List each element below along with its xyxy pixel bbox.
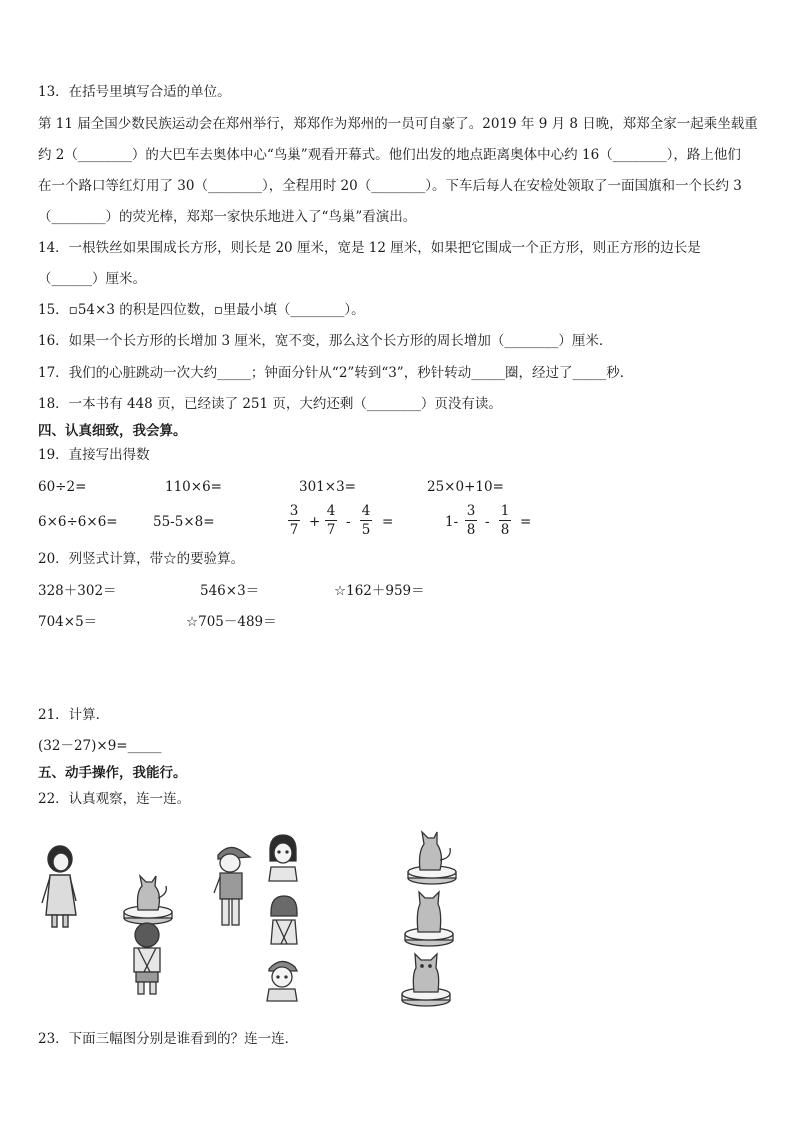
q14-line-1: 14．一根铁丝如果围成长方形，则长是 20 厘米，宽是 12 厘米，如果把它围成一个正方形，则正方形的边长是 — [38, 240, 701, 256]
q17: 17．我们的心脏跳动一次大约_____；钟面分针从“2”转到“3”，秒针转动_____圈，经过了_____秒． — [38, 365, 634, 381]
q19-expr-1: 60÷2= — [38, 479, 87, 495]
q20-title: 20．列竖式计算，带☆的要验算。 — [38, 551, 245, 567]
boy-back-figure — [126, 922, 168, 996]
q16: 16．如果一个长方形的长增加 3 厘米，宽不变，那么这个长方形的周长增加（________）厘米． — [38, 333, 613, 349]
q13-line-1: 第 11 届全国少数民族运动会在郑州举行，郑郑作为郑州的一员可自豪了。2019 年 9 月 8 日晚，郑郑全家一起乘坐载重 — [38, 116, 758, 132]
q14-line-2: （______）厘米。 — [38, 271, 146, 287]
equals: = — [382, 514, 394, 530]
girl-front-figure — [36, 843, 86, 933]
section-4-heading: 四、认真细致，我会算。 — [38, 423, 187, 439]
q21-expr: (32－27)×9=_____ — [38, 738, 162, 754]
numerator: 3 — [466, 503, 476, 519]
boy-cap-face-figure — [263, 957, 301, 1003]
q23-title: 23．下面三幅图分别是谁看到的？连一连． — [38, 1031, 299, 1047]
cat-on-pedestal-1 — [120, 868, 176, 928]
cat-on-pedestal-back — [401, 888, 457, 948]
boy-side-figure — [210, 843, 254, 929]
q19-expr-5: 6×6÷6×6= — [38, 514, 118, 530]
denominator: 5 — [361, 522, 371, 538]
fraction — [287, 502, 301, 539]
q13-line-3: 在一个路口等红灯用了 30（________），全程用时 20（________）。下车后每人在安检处领取了一面国旗和一个长约 3 — [38, 178, 742, 194]
numerator: 4 — [361, 503, 371, 519]
cat-on-pedestal-side — [404, 826, 460, 886]
denominator: 8 — [500, 522, 510, 538]
q20-expr-3: ☆162＋959＝ — [334, 583, 425, 599]
q19-expr-6: 55-5×8= — [153, 514, 215, 530]
q13-line-2: 约 2（________）的大巴车去奥体中心“鸟巢”观看开幕式。他们出发的地点距离奥体中心约 16（________），路上他们 — [38, 147, 741, 163]
q13-line-4: （________）的荧光棒，郑郑一家快乐地进入了“鸟巢”看演出。 — [38, 209, 417, 225]
denominator: 7 — [289, 522, 299, 538]
denominator: 8 — [466, 522, 476, 538]
boy-back-small-figure — [265, 894, 303, 946]
operator: - — [346, 514, 351, 530]
q20-expr-2: 546×3＝ — [200, 583, 260, 599]
girl-face-figure — [265, 833, 301, 883]
operator: - — [485, 514, 490, 530]
fraction — [464, 502, 478, 539]
denominator: 7 — [326, 522, 336, 538]
cat-on-pedestal-front — [398, 948, 454, 1008]
q19-title: 19．直接写出得数 — [38, 447, 150, 463]
q18: 18．一本书有 448 页，已经读了 251 页，大约还剩（________）页没有读。 — [38, 396, 502, 412]
q19-expr-4: 25×0+10= — [427, 479, 504, 495]
q22-title: 22．认真观察，连一连。 — [38, 791, 191, 807]
q19-expr-3: 301×3= — [299, 479, 356, 495]
numerator: 4 — [326, 503, 336, 519]
fraction — [324, 502, 338, 539]
q21-title: 21．计算． — [38, 707, 110, 723]
q19-expr-2: 110×6= — [165, 479, 222, 495]
fraction — [359, 502, 373, 539]
q13-title: 13．在括号里填写合适的单位。 — [38, 84, 231, 100]
equals: = — [520, 514, 532, 530]
expr-prefix: 1- — [445, 514, 459, 530]
numerator: 3 — [289, 503, 299, 519]
operator: + — [309, 514, 321, 530]
q20-expr-1: 328＋302＝ — [38, 583, 117, 599]
q20-expr-5: ☆705－489＝ — [186, 614, 277, 630]
numerator: 1 — [500, 503, 510, 519]
q15: 15．▫54×3 的积是四位数，▫里最小填（________）。 — [38, 302, 365, 318]
fraction — [498, 502, 512, 539]
q20-expr-4: 704×5＝ — [38, 614, 98, 630]
section-5-heading: 五、动手操作，我能行。 — [38, 765, 187, 781]
